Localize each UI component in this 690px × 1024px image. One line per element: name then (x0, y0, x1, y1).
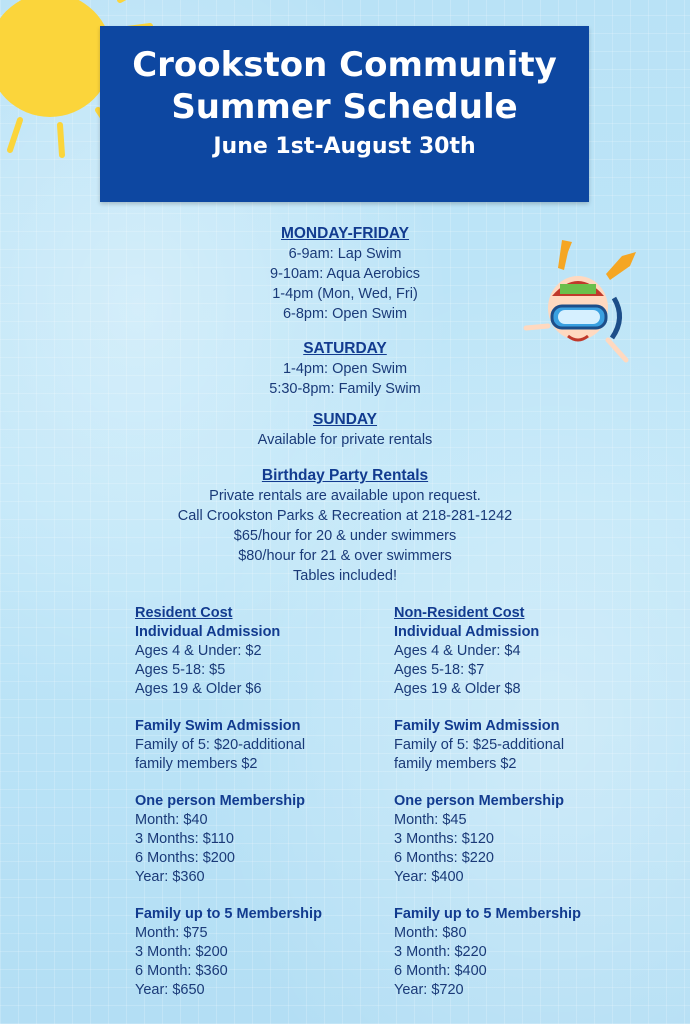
sunday-heading: SUNDAY (312, 411, 378, 428)
price-line: Family of 5: $20-additional (135, 737, 306, 753)
family-swim-title: Family Swim Admission (135, 718, 301, 734)
weekday-heading: MONDAY-FRIDAY (280, 225, 410, 242)
individual-admission-title: Individual Admission (135, 624, 281, 640)
price-line: Month: $40 (135, 812, 208, 828)
price-line: Year: $720 (394, 982, 464, 998)
birthday-section (0, 466, 690, 586)
price-line: family members $2 (394, 756, 517, 772)
price-line: family members $2 (135, 756, 258, 772)
price-line: Month: $75 (135, 925, 208, 941)
price-line: 3 Month: $220 (394, 944, 487, 960)
price-line: 6 Month: $400 (394, 963, 487, 979)
schedule-line: 6-9am: Lap Swim (288, 246, 402, 262)
page-title-line-1: Crookston Community (132, 45, 557, 85)
schedule-line: 9-10am: Aqua Aerobics (270, 266, 420, 282)
schedule-line: 5:30-8pm: Family Swim (269, 381, 421, 397)
nonresident-cost-column (394, 604, 684, 1000)
info-line: Tables included! (293, 568, 397, 584)
schedule-line: 6-8pm: Open Swim (282, 306, 408, 322)
family-swim-title: Family Swim Admission (394, 718, 560, 734)
saturday-section (0, 339, 690, 399)
birthday-heading: Birthday Party Rentals (261, 467, 429, 484)
family-membership-title: Family up to 5 Membership (394, 906, 581, 922)
season-dates: June 1st-August 30th (213, 134, 476, 159)
price-line: Family of 5: $25-additional (394, 737, 565, 753)
nonresident-heading: Non-Resident Cost (394, 605, 525, 621)
schedule-line: 1-4pm (Mon, Wed, Fri) (272, 286, 418, 302)
price-line: Month: $80 (394, 925, 467, 941)
price-line: 3 Month: $200 (135, 944, 228, 960)
title-banner (100, 26, 589, 202)
saturday-heading: SATURDAY (303, 340, 387, 357)
price-line: 6 Months: $220 (394, 850, 494, 866)
price-line: 3 Months: $120 (394, 831, 494, 847)
individual-admission-title: Individual Admission (394, 624, 540, 640)
price-line: Ages 19 & Older $8 (394, 681, 521, 697)
price-line: Ages 4 & Under: $2 (135, 643, 262, 659)
schedule-line: 1-4pm: Open Swim (282, 361, 408, 377)
price-line: 3 Months: $110 (135, 831, 234, 847)
price-line: Ages 5-18: $5 (135, 662, 226, 678)
price-line: Year: $650 (135, 982, 205, 998)
price-line: Ages 19 & Older $6 (135, 681, 262, 697)
price-line: 6 Month: $360 (135, 963, 228, 979)
resident-heading: Resident Cost (135, 605, 233, 621)
price-line: Year: $400 (394, 869, 464, 885)
info-line: Call Crookston Parks & Recreation at 218-281-1242 (177, 508, 513, 524)
info-line: $65/hour for 20 & under swimmers (233, 528, 457, 544)
schedule-line: Available for private rentals (257, 432, 433, 448)
sunday-section (0, 410, 690, 450)
price-line: Month: $45 (394, 812, 467, 828)
info-line: Private rentals are available upon request. (209, 488, 481, 504)
page-title-line-2: Summer Schedule (171, 87, 518, 127)
one-person-membership-title: One person Membership (394, 793, 565, 809)
resident-cost-column (135, 604, 425, 1000)
one-person-membership-title: One person Membership (135, 793, 306, 809)
price-line: Ages 4 & Under: $4 (394, 643, 521, 659)
weekday-section (0, 224, 690, 324)
family-membership-title: Family up to 5 Membership (135, 906, 322, 922)
price-line: 6 Months: $200 (135, 850, 235, 866)
price-line: Year: $360 (135, 869, 205, 885)
price-line: Ages 5-18: $7 (394, 662, 485, 678)
info-line: $80/hour for 21 & over swimmers (238, 548, 452, 564)
